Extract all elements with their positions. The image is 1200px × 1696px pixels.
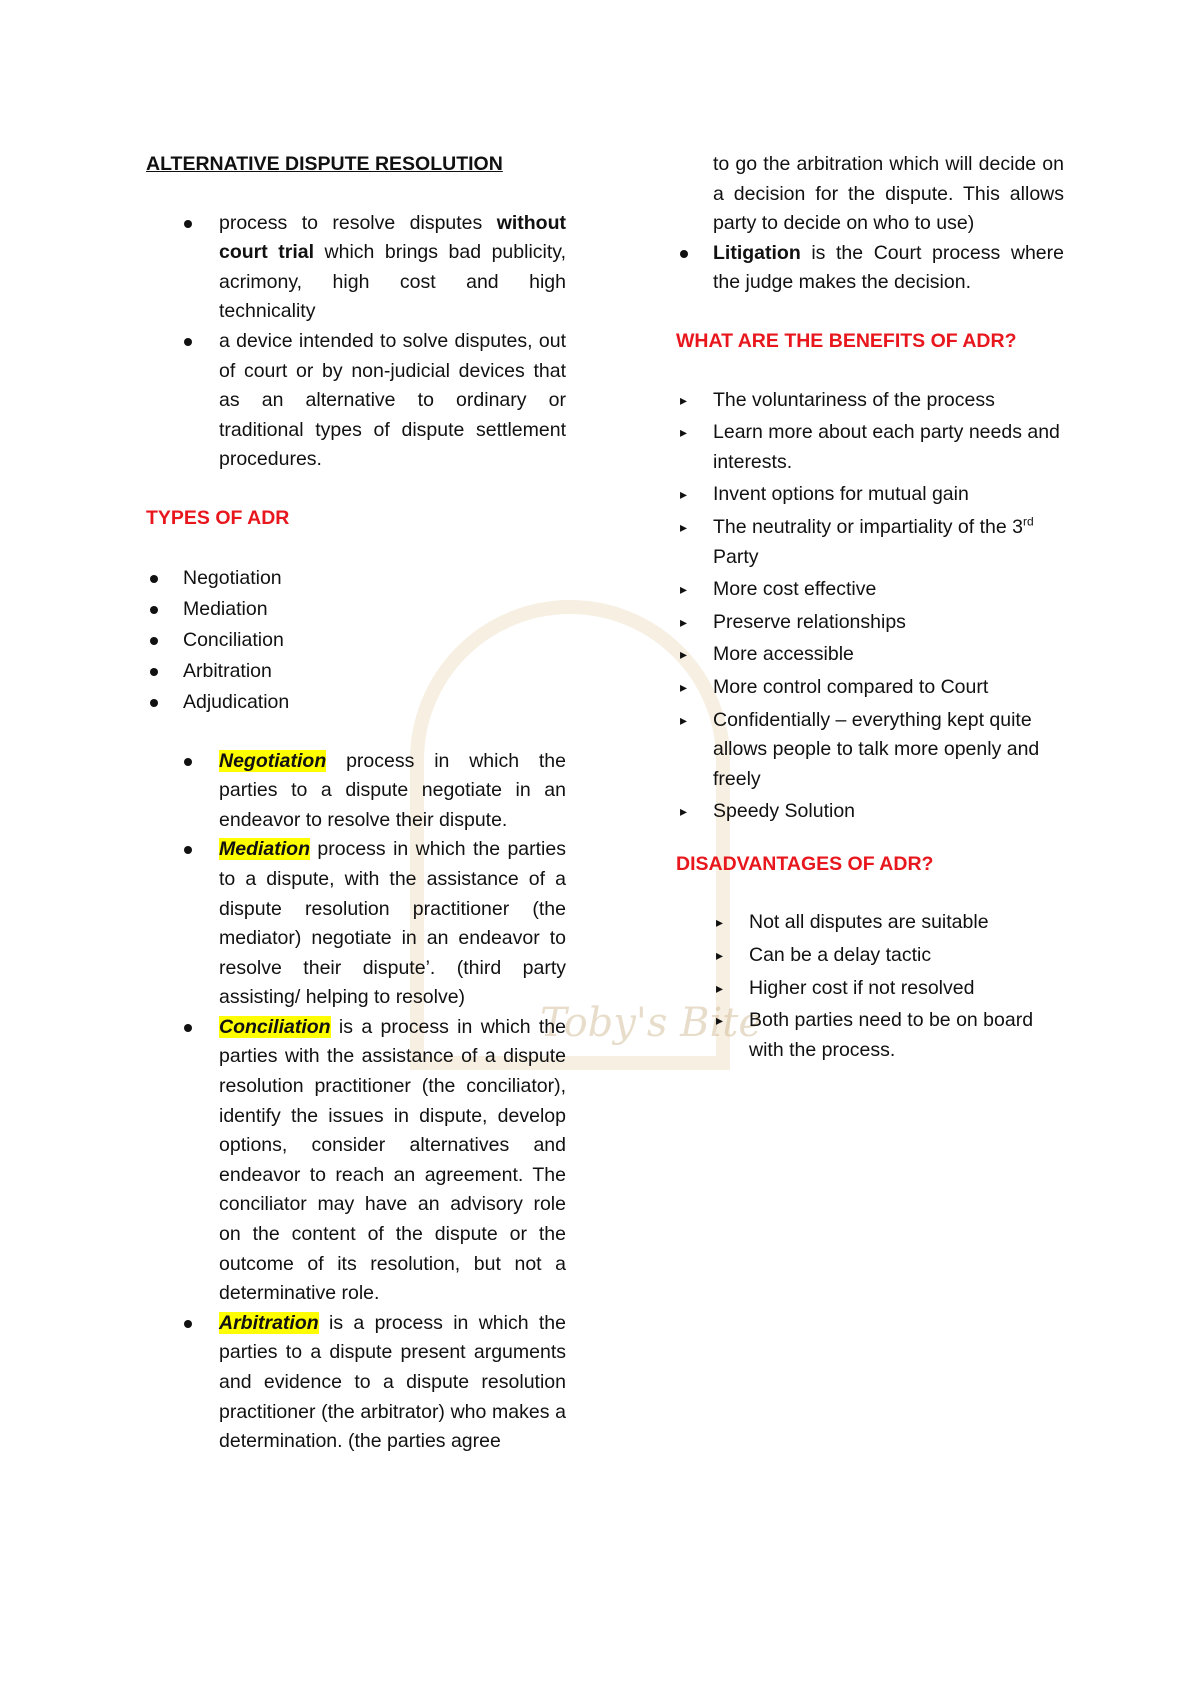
types-item: Mediation	[146, 594, 566, 625]
benefit-item: ▸ More accessible	[676, 640, 1064, 670]
disadvantages-heading: DISADVANTAGES OF ADR?	[676, 852, 934, 875]
definition-term: Arbitration	[219, 1311, 319, 1334]
intro-list	[146, 209, 566, 475]
definition-text: is a process in which the parties with the assistance of a dispute resolution practitioner (the conciliator), identify the issues in dispute, develop options, consider alternatives and endeavor to reach an agreement. The conciliator may have an advisory role on the content of the dispute or the outcome of its resolution, but not a determinative role.	[219, 1015, 566, 1305]
right-column	[676, 150, 1064, 1068]
benefit-item: ▸ Speedy Solution	[676, 797, 1064, 827]
benefits-heading: WHAT ARE THE BENEFITS OF ADR?	[676, 329, 1017, 352]
disadvantage-item: ▸ Not all disputes are suitable	[676, 908, 1064, 938]
definitions-list	[146, 747, 566, 1457]
definition-term: Conciliation	[219, 1015, 331, 1038]
benefit-item: ▸ The voluntariness of the process	[676, 386, 1064, 416]
definition-term: Mediation	[219, 838, 310, 861]
intro-text-tail: which brings bad publicity, acrimony, high cost and high technicality	[219, 241, 566, 323]
definition-item	[146, 1013, 566, 1309]
definition-term: Negotiation	[219, 749, 327, 772]
definition-item	[146, 835, 566, 1013]
types-item: Arbitration	[146, 656, 566, 687]
intro-item	[146, 327, 566, 475]
benefit-item: ▸ Invent options for mutual gain	[676, 480, 1064, 510]
intro-item	[146, 209, 566, 327]
types-list	[146, 563, 566, 718]
definition-item	[146, 1309, 566, 1457]
definition-text: process in which the parties to a dispute, with the assistance of a dispute resolution practitioner (the mediator) negotiate in an endeavor to resolve their dispute’. (third party assisting/ helping to resolve)	[219, 838, 566, 1009]
intro-bold-text: without court trial	[219, 211, 566, 264]
watermark-text: Toby's Bite	[540, 1000, 763, 1046]
left-column	[146, 150, 566, 1457]
benefit-item: ▸ Learn more about each party needs and interests.	[676, 418, 1064, 477]
intro-text: process to resolve disputes	[219, 211, 497, 234]
disadvantage-item: ▸ Both parties need to be on board with the process.	[676, 1006, 1064, 1065]
types-item: Negotiation	[146, 563, 566, 594]
disadvantage-item: ▸ Can be a delay tactic	[676, 941, 1064, 971]
benefits-list	[676, 386, 1064, 827]
benefit-item: ▸ Preserve relationships	[676, 608, 1064, 638]
disadvantages-list	[676, 908, 1064, 1065]
litigation-term: Litigation	[713, 241, 801, 264]
types-item: Conciliation	[146, 625, 566, 656]
document-title: ALTERNATIVE DISPUTE RESOLUTION	[146, 153, 503, 175]
types-item: Adjudication	[146, 687, 566, 718]
definition-item	[146, 747, 566, 836]
definition-text: is a process in which the parties to a dispute present arguments and evidence to a dispute resolution practitioner (the arbitrator) who makes a determination. (the parties agree	[219, 1311, 566, 1453]
litigation-item	[676, 239, 1064, 298]
definition-text: process in which the parties to a dispute negotiate in an endeavor to resolve their dispute.	[219, 749, 566, 831]
types-heading: TYPES OF ADR	[146, 506, 290, 529]
disadvantage-item: ▸ Higher cost if not resolved	[676, 974, 1064, 1004]
benefit-text: The neutrality or impartiality of the 3	[713, 515, 1023, 538]
benefit-item	[676, 513, 1064, 572]
benefit-text-tail: Party	[713, 545, 759, 568]
arbitration-continuation: to go the arbitration which will decide on a decision for the dispute. This allows party to decide on who to use)	[713, 153, 1064, 235]
benefit-item: ▸ More control compared to Court	[676, 673, 1064, 703]
intro-text: a device intended to solve disputes, out of court or by non-judicial devices that as an alternative to ordinary or traditional types of dispute settlement procedures.	[219, 329, 566, 471]
litigation-list	[676, 239, 1064, 298]
benefit-item: ▸ More cost effective	[676, 575, 1064, 605]
litigation-text: is the Court process where the judge makes the decision.	[713, 241, 1064, 294]
ordinal-suffix: rd	[1022, 514, 1034, 529]
benefit-item: ▸ Confidentially – everything kept quite allows people to talk more openly and freely	[676, 706, 1064, 795]
